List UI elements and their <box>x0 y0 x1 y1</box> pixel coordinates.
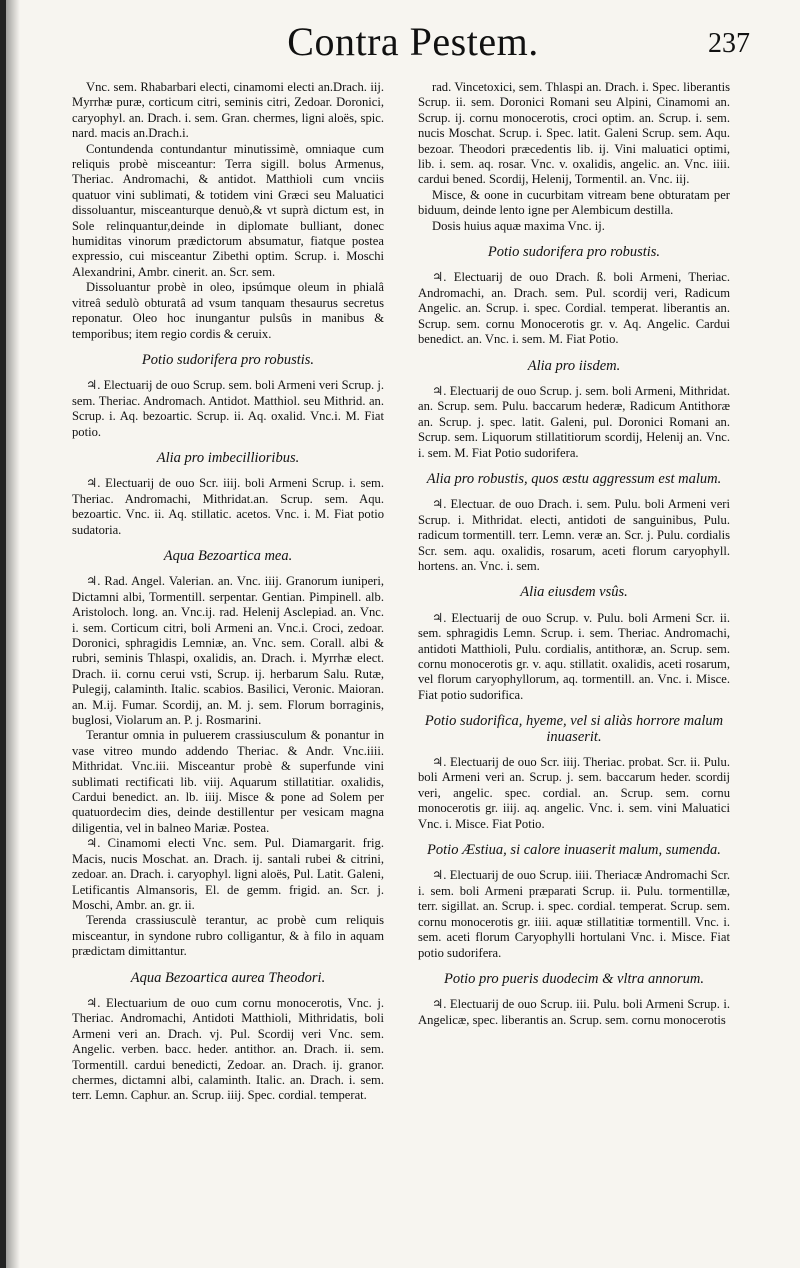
recipe-paragraph: ♃. Rad. Angel. Valerian. an. Vnc. iiij. Granorum iuniperi, Dictamni albi, Tormentill. serpentar. Gentian. Pimpinell. alb. Aristoloch. long. an. Vnc.ij. rad. Helenij Asclepiad. an. Vnc. i. sem. Corticum citri, boli Armeni an. Vnc.i. Croci, zedoar. Doronici, sphragidis Lemniæ, an. Vnc. sem. Corall. albi & rubri, seminis Thlaspi, oxalidis, an. Drach. i. Myrrhæ elect. Drach. ii. cornu cerui vsti, Scrup. ij. herbarum Salu. Rutæ, Pulegij, calaminth. Italic. scabios. Basilici, Veronic. Maioran. an. M.ij. Fumar. Scordij, an. M. j. sem. Florum borraginis, buglosi, Violarum an. P. j. Rosmarini. <box>72 574 384 728</box>
recipe-paragraph: ♃. Electuarij de ouo Drach. ß. boli Armeni, Theriac. Andromachi, an. Drach. sem. Pul. scordij veri, Radicum Angelic. an. Scrup. i. spec. Cordial. temperat. liberantis an. Scrup. sem. cornu Monocerotis gr. v. Aq. Angelic. Cardui benedict. an. Vnc. i. sem. M. Fiat Potio. <box>418 270 730 347</box>
text-paragraph: Misce, & oone in cucurbitam vitream bene obturatam per biduum, deinde lento igne per Alembicum destilla. <box>418 187 730 218</box>
text-paragraph: Dissoluantur probè in oleo, ipsúmque oleum in phialâ vitreâ sedulò obturatâ ad vsum tanquam thesaurus secretus reponatur. Oleo hoc inungantur pulsûs in manibus & temporibus; item regio cordis & ceruix. <box>72 280 384 341</box>
section-heading: Potio Æstiua, si calore inuaserit malum, sumenda. <box>427 842 721 859</box>
section-heading: Aqua Bezoartica aurea Theodori. <box>130 969 326 986</box>
section-heading: Potio sudorifera pro robustis. <box>487 244 661 261</box>
recipe-paragraph: ♃. Electuarij de ouo Scr. iiij. Theriac. probat. Scr. ii. Pulu. boli Armeni veri an. Scrup. j. sem. baccarum heder. scordij veri, angelic. spec. cordial. an. Scrup. sem. cornu monocerotis gr. iiij. aq. angelic. Vnc. i. sem. vini Maluatici Vnc. i. Misce. Fiat Potio. <box>418 755 730 831</box>
page-number: 237 <box>708 28 750 59</box>
text-paragraph: Vnc. sem. Rhabarbari electi, cinamomi electi an.Drach. iij. Myrrhæ puræ, corticum citri, seminis citri, Zedoar. Doronici, caryophyl. an. Drach. i. sem. Gran. chermes, ligni aloës, spic. nard. macis an.Drach.i. <box>72 80 384 141</box>
binding-shadow <box>6 0 20 1268</box>
running-head: Contra Pestem. <box>287 19 539 64</box>
recipe-paragraph: ♃. Electuarij de ouo Scr. iiij. boli Armeni Scrup. i. sem. Theriac. Andromachi, Mithridat.an. Scrup. sem. Aqu. bezoartic. Vnc. ii. Aq. stillatic. acetos. Vnc. i. M. Fiat potio sudatoria. <box>72 476 384 537</box>
text-paragraph: Terantur omnia in puluerem crassiusculum & ponantur in vase vitreo mundo addendo Theriac. & Andr. Vnc.iiii. Mithridat. Vnc.iii. Misceantur probè & superfunde vini sublimati rectificati lib. viij. Aquarum stillatitiar. oxalidis, Cardui benedict. an. lb. iiij. Misce & pone ad Solem per quatuordecim dies, deinde destillentur per vesicam magna diligentia, vel in balneo Mariæ. Postea. <box>72 728 384 835</box>
section-heading: Aqua Bezoartica mea. <box>163 547 293 564</box>
text-paragraph: Dosis huius aquæ maxima Vnc. ij. <box>432 218 605 233</box>
recipe-paragraph: ♃. Electuar. de ouo Drach. i. sem. Pulu. boli Armeni veri Scrup. i. Mithridat. electi, antidoti de sanguinibus, Pulu. radicum tormentill. terr. Lemn. veræ an. Scr. j. Pulu. cordialis Scr. sem. aqu. oxalidis, rosarum, aceti florum caryophyll. hortens. an. Vnc. i. sem. <box>418 497 730 573</box>
section-heading: Alia eiusdem vsûs. <box>520 584 628 601</box>
left-column <box>72 80 384 1104</box>
page-header <box>66 18 760 74</box>
section-heading: Alia pro imbecillioribus. <box>156 449 300 466</box>
text-paragraph: rad. Vincetoxici, sem. Thlaspi an. Drach. i. Spec. liberantis Scrup. ii. sem. Doronici Romani seu Alpini, Cinamomi an. Scrup. ij. cornu monocerotis, croci optim. an. Scrup. i. sem. nucis Moschat. Scrup. i. Spec. latit. Galeni Scrup. sem. Aqu. bezoar. Theodori præcedentis lib. ij. Vini maluatici optimi, lib. i. sem. aq. rosar. Vnc. v. oxalidis, angelic. an. Vnc. iiii. cardui bened. Scordij, Helenij, Tormentil. an. Vnc. iij. <box>418 80 730 187</box>
recipe-paragraph: ♃. Electuarij de ouo Scrup. iiii. Theriacæ Andromachi Scr. i. sem. boli Armeni præparati Scrup. ii. Pulu. tormentillæ, terr. sigillat. an. Scrup. i. spec. cordial. temperat. Scrup. sem. cornu monocerotis gr. iiii. aquæ stillatitiæ tormentill. Vnc. i. sem. aceti florum Caryophylli hortulani Vnc. i. Misce. Fiat potio sudorifera. <box>418 868 730 960</box>
section-heading: Alia pro iisdem. <box>527 357 621 374</box>
recipe-paragraph: ♃. Electuarium de ouo cum cornu monocerotis, Vnc. j. Theriac. Andromachi, Antidoti Matthioli, Mithridatis, boli Armeni veri an. Drach. vj. Pul. Scordij veri Vnc. sem. Angelic. verben. bacc. heder. antithor. an. Drach. ii. sem. Tormentill. cardui benedicti, Zedoar. an. Drach. ij. granor. chermes, dictamni albi, calaminth. Italic. an. Drach. i. sem. terr. Lemn. Caphur. an. Scrup. iiij. Spec. cordial. temperat. <box>72 995 384 1103</box>
recipe-paragraph: ♃. Electuarij de ouo Scrup. iii. Pulu. boli Armeni Scrup. i. Angelicæ, spec. liberantis an. Scrup. sem. cornu monocerotis <box>418 997 730 1027</box>
recipe-paragraph: ♃. Cinamomi electi Vnc. sem. Pul. Diamargarit. frig. Macis, nucis Moschat. an. Drach. ij. santali rubei & citrini, zedoar. an. Drach. i. caryophyl. ligni aloës, Pul. Latit. Galeni, Letificantis Almansoris, El. de gemm. frigid. an. Scr. j. Moschi, Ambr. an. gr. ii. <box>72 836 384 912</box>
section-heading: Potio sudorifica, hyeme, vel si aliàs horrore malum inuaserit. <box>424 713 724 745</box>
right-column <box>418 80 730 1028</box>
recipe-paragraph: ♃. Electuarij de ouo Scrup. v. Pulu. boli Armeni Scr. ii. sem. sphragidis Lemn. Scrup. i. sem. Theriac. Andromachi, antidoti Matthioli, Pulu. cordialis, antithoræ, an. Scrup. sem. cornu monocerotis gr. v. aqu. stillatit. oxalidis, aceti rosarum, vel florum caryophyllorum, aq. tormentill. an. Vnc. i. Misce. Fiat potio sudorifica. <box>418 610 730 702</box>
section-heading: Potio pro pueris duodecim & vltra annorum. <box>443 970 705 987</box>
section-heading: Alia pro robustis, quos æstu aggressum est malum. <box>426 470 722 487</box>
text-paragraph: Contundenda contundantur minutissimè, omniaque cum reliquis probè misceantur: Terra sigill. bolus Armenus, Theriac. Andromachi, & antidot. Matthioli cum vnciis quatuor vini sublimati, & totidem vini Græci seu Maluatici dissoluantur, misceanturque denuò,& vt suprà dictum est, in Sole relinquantur,deinde in diplomate bulliant, donec humiditas vinorum prædictorum absumatur, fiatque postea expressio, cui misceantur Zibethi optim. Scrup. i. Moschi Alexandrini, Ambr. cinerit. an. Scr. sem. <box>72 141 384 279</box>
text-paragraph: Terenda crassiusculè terantur, ac probè cum reliquis misceantur, in syndone rubro colligantur, & à filo in aquam prædictam dimittantur. <box>72 913 384 959</box>
recipe-paragraph: ♃. Electuarij de ouo Scrup. j. sem. boli Armeni, Mithridat. an. Scrup. sem. Pulu. baccarum hederæ, Radicum Antithoræ an. Scrup. j. spec. latit. Galeni, pul. Doronici Romani an. Scrup. sem. Liquorum stillatitiorum scordij, Helenij an. Vnc. i. sem. M. Fiat Potio sudorifera. <box>418 383 730 460</box>
section-heading: Potio sudorifera pro robustis. <box>141 351 315 368</box>
recipe-paragraph: ♃. Electuarij de ouo Scrup. sem. boli Armeni veri Scrup. j. sem. Theriac. Andromach. Antidot. Matthiol. seu Mithrid. an. Scrup. i. Aq. bezoartic. Scrup. ii. Aq. oxalid. Vnc.i. M. Fiat potio. <box>72 378 384 439</box>
